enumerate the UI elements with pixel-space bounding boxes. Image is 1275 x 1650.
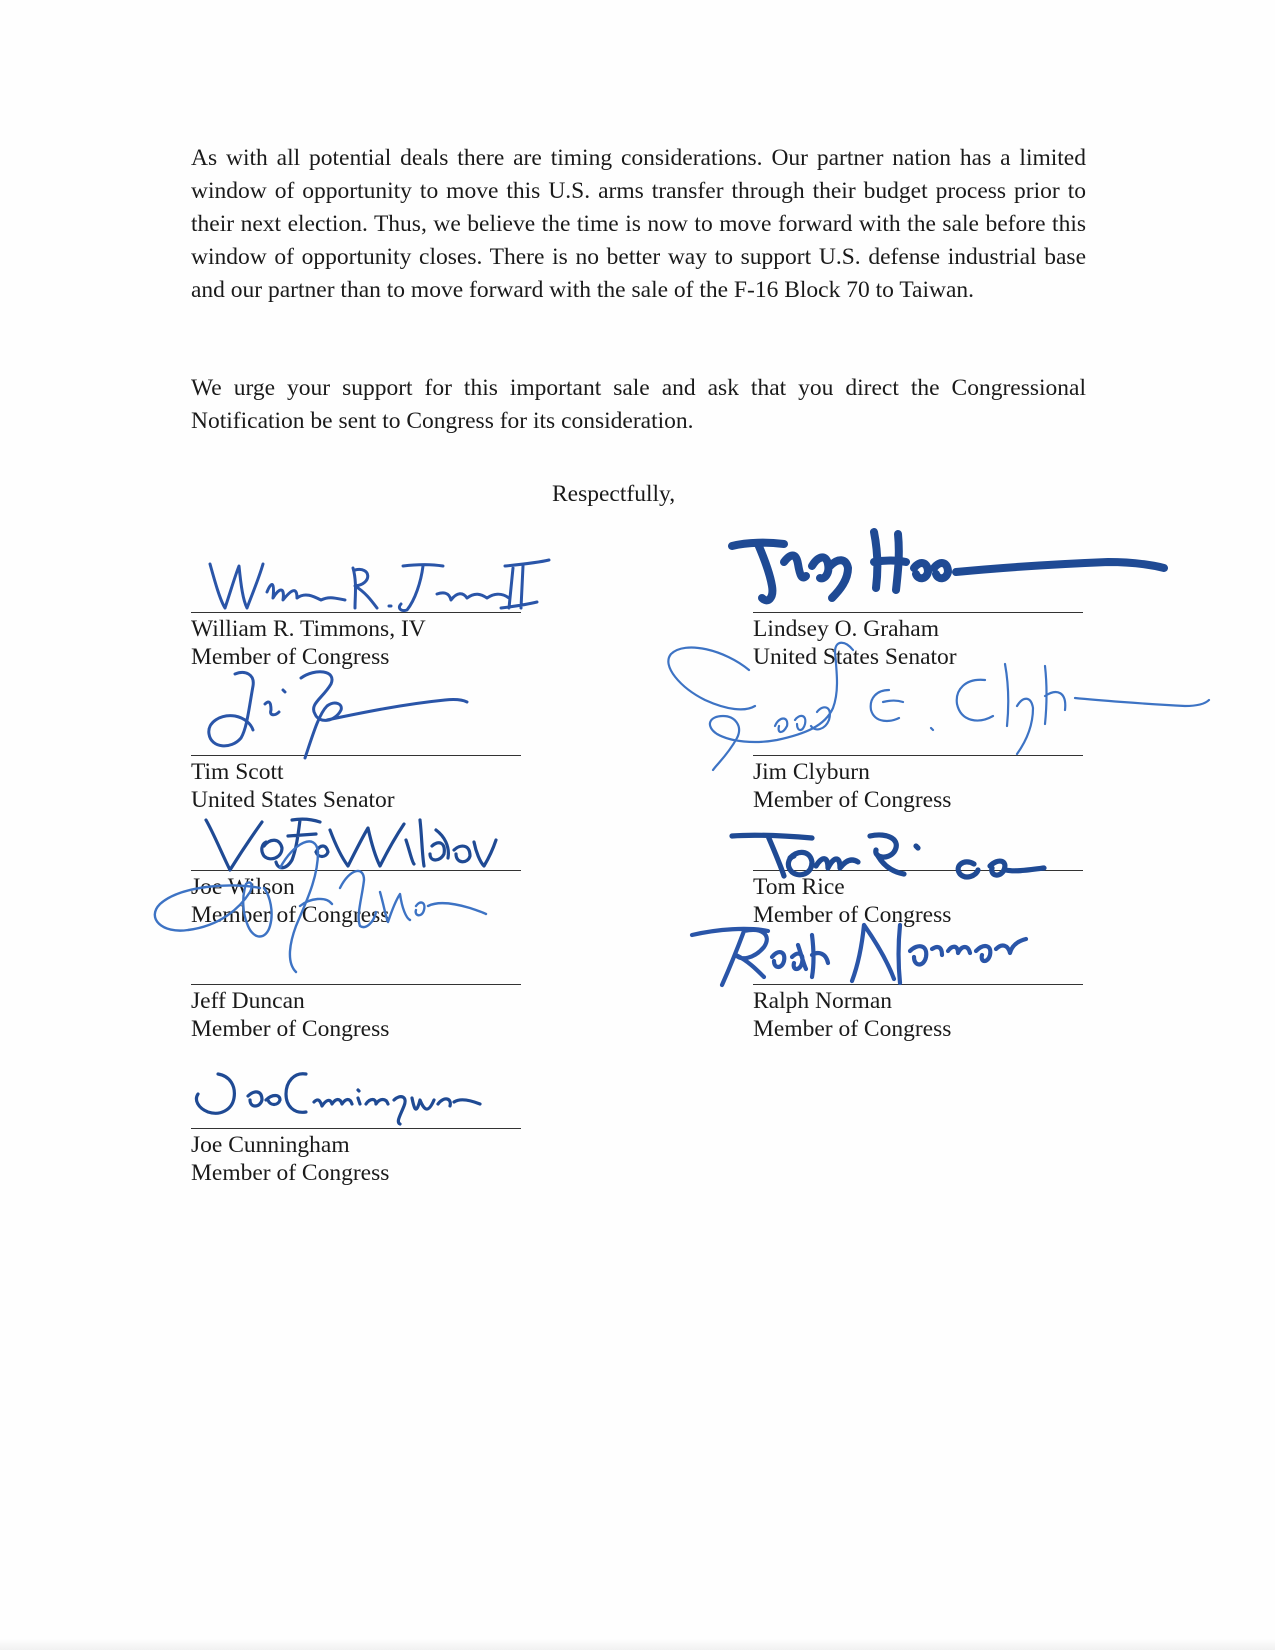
signatory-title: Member of Congress <box>191 1160 390 1186</box>
signatory-name: Jeff Duncan <box>191 988 305 1014</box>
signatory-name: Joe Cunningham <box>191 1132 350 1158</box>
signatory-name: Ralph Norman <box>753 988 893 1014</box>
signatory-name: William R. Timmons, IV <box>191 616 426 642</box>
signature-block-rice <box>753 870 1083 929</box>
signature-graham <box>728 518 1170 608</box>
signature-line <box>191 984 521 985</box>
signatory-title: Member of Congress <box>191 644 390 670</box>
body-paragraph-timing: As with all potential deals there are timing considerations. Our partner nation has a limited window of opportunity to move this U.S. arms transfer through their budget process prior to their next election. Thus, we believe the time is now to move forward with the sale before this window of opportunity closes. There is no better way to support U.S. defense industrial base and our partner than to move forward with the sale of the F-16 Block 70 to Taiwan. <box>191 145 1086 303</box>
signature-scott <box>205 664 475 764</box>
signature-block-wilson <box>191 870 521 929</box>
signature-line <box>753 870 1083 871</box>
signature-line <box>191 612 521 613</box>
signatory-name: Jim Clyburn <box>753 759 870 785</box>
signature-line <box>191 870 521 871</box>
signature-block-clyburn <box>753 755 1083 814</box>
signatory-title: United States Senator <box>753 644 957 670</box>
signature-line <box>191 1128 521 1129</box>
page-edge-shadow <box>0 1638 1275 1650</box>
signature-block-cunningham <box>191 1128 521 1187</box>
closing-salutation: Respectfully, <box>552 481 676 507</box>
signatory-title: Member of Congress <box>753 787 952 813</box>
signature-block-norman <box>753 984 1083 1043</box>
signatory-name: Tim Scott <box>191 759 284 785</box>
signatory-title: Member of Congress <box>191 1016 390 1042</box>
signature-block-graham <box>753 612 1083 671</box>
signatory-title: Member of Congress <box>191 902 390 928</box>
signature-block-duncan <box>191 984 521 1043</box>
signature-line <box>753 755 1083 756</box>
signature-line <box>753 612 1083 613</box>
signatory-name: Joe Wilson <box>191 874 295 900</box>
body-paragraph-request: We urge your support for this important sale and ask that you direct the Congressional Notification be sent to Congress for its consideration. <box>191 375 1086 434</box>
signature-block-timmons <box>191 612 521 671</box>
signatory-title: Member of Congress <box>753 1016 952 1042</box>
signatory-name: Tom Rice <box>753 874 845 900</box>
signatory-title: Member of Congress <box>753 902 952 928</box>
signature-block-scott <box>191 755 521 814</box>
signatory-title: United States Senator <box>191 787 395 813</box>
signature-line <box>191 755 521 756</box>
signature-line <box>753 984 1083 985</box>
signature-cunningham <box>190 1060 480 1130</box>
signatory-name: Lindsey O. Graham <box>753 616 939 642</box>
